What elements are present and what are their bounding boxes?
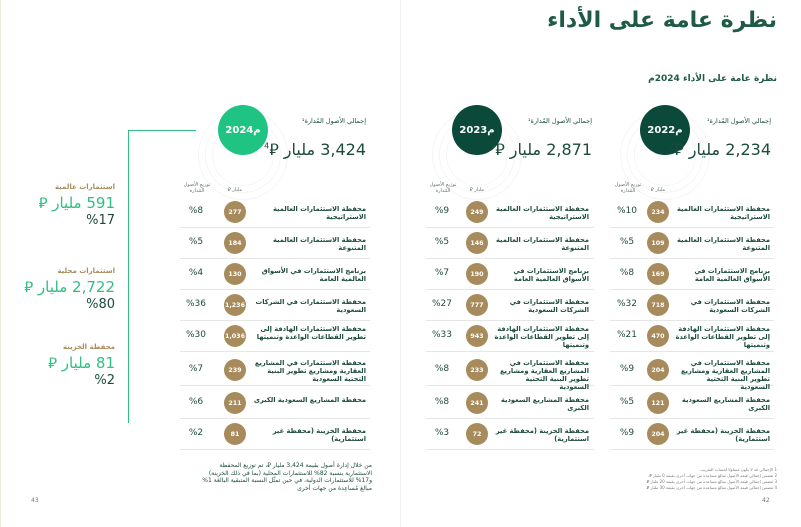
portfolio-share: %5 [619, 397, 635, 407]
row-divider [180, 289, 370, 290]
portfolio-value-badge: 190 [466, 263, 488, 285]
portfolio-value-badge: 234 [647, 201, 669, 223]
row-divider [610, 258, 774, 259]
footnotes [425, 467, 777, 491]
portfolio-share: %6 [188, 397, 204, 407]
portfolio-share: %32 [616, 299, 637, 309]
portfolio-value-badge: 777 [466, 294, 488, 316]
portfolio-name: محفظة الاستثمارات العالمية المتنوعة [272, 235, 366, 252]
allocation-global-amount: 591 مليار ⃁ [38, 194, 115, 212]
row-divider [426, 418, 594, 419]
portfolio-value-badge: 1,036 [224, 325, 246, 347]
portfolio-name: محفظة الاستثمارات في المشاريع العقارية ومشاريع تطوير البنية التحتية السعودية [254, 358, 366, 383]
footnote-marker: 3 [490, 141, 496, 151]
portfolio-value-badge: 204 [647, 423, 669, 445]
row-divider [180, 320, 370, 321]
portfolio-share: %3 [434, 428, 450, 438]
portfolio-value-badge: 233 [466, 359, 488, 381]
portfolio-name: محفظة الاستثمارات العالمية المتنوعة [676, 235, 770, 252]
footnote-marker: 4 [264, 141, 270, 151]
portfolio-share: %8 [434, 397, 450, 407]
footnote: 4 تتضمن إجمالي قيمة الأصول مبالغ مساعدة من جهات أخرى بقيمة 30 مليار ⃁. [645, 485, 777, 490]
portfolio-name: محفظة الاستثمارات العالمية الاستراتيجية [272, 204, 366, 221]
allocation-treasury-pct: %2 [94, 373, 115, 388]
portfolio-name: محفظة الاستثمارات الهادفة إلى تطوير القطاعات الواعدة وتنميتها [256, 324, 366, 341]
page-number-left: 43 [31, 497, 39, 504]
portfolio-share: %2 [188, 428, 204, 438]
row-divider [426, 351, 594, 352]
portfolio-share: %9 [434, 206, 450, 216]
portfolio-name: محفظة المشاريع السعودية الكبرى [253, 395, 366, 404]
portfolio-share: %21 [616, 330, 637, 340]
portfolio-value-badge: 211 [224, 392, 246, 414]
portfolio-value-badge: 121 [647, 392, 669, 414]
portfolio-share: %27 [431, 299, 452, 309]
row-divider [426, 258, 594, 259]
portfolio-value-badge: 204 [647, 359, 669, 381]
row-divider [610, 320, 774, 321]
year-badge: 2022م [640, 105, 690, 155]
portfolio-name: محفظة المشاريع السعودية الكبرى [681, 395, 770, 412]
total-aum-amount: 2,871 مليار ⃁ [495, 140, 592, 159]
portfolio-value-badge: 239 [224, 359, 246, 381]
portfolio-share: %4 [188, 268, 204, 278]
row-divider [180, 351, 370, 352]
row-divider [426, 227, 594, 228]
section-title: نظرة عامة على الأداء 2024م [648, 74, 777, 84]
column-header-share: توزيع الأصول المُدارة [429, 182, 457, 194]
row-divider [180, 449, 370, 450]
portfolio-value-badge: 241 [466, 392, 488, 414]
row-divider [610, 418, 774, 419]
portfolio-name: محفظة الاستثمارات في الشركات السعودية [255, 297, 366, 314]
footnote: 3 تتضمن إجمالي قيمة الأصول مبالغ مساعدة من جهات أخرى بقيمة 20 مليار ⃁. [645, 479, 777, 484]
allocation-global-label: استثمارات عالمية [54, 183, 115, 191]
column-header-aum: مليار ⃁ [469, 187, 485, 193]
row-divider [610, 227, 774, 228]
allocation-global-pct: %17 [86, 213, 115, 228]
portfolio-value-badge: 130 [224, 263, 246, 285]
row-divider [610, 449, 774, 450]
page-spine [400, 0, 401, 527]
footnote: 2 تتضمن إجمالي قيمة الأصول مبالغ مساعدة من جهات أخرى بقيمة 0 مليار ⃁. [648, 473, 777, 478]
total-aum-amount: 3,424 مليار ⃁ [269, 140, 366, 159]
portfolio-share: %8 [619, 268, 635, 278]
portfolio-value-badge: 1,236 [224, 294, 246, 316]
portfolio-name: محفظة الاستثمارات العالمية الاستراتيجية [495, 204, 589, 221]
page-edge-rule [0, 0, 1, 527]
row-divider [610, 289, 774, 290]
portfolio-name: محفظة الاستثمارات في الشركات السعودية [509, 297, 589, 314]
portfolio-name: برنامج الاستثمارات في الأسواق العالمية العامة [513, 266, 589, 283]
row-divider [426, 320, 594, 321]
column-header-share: توزيع الأصول المُدارة [614, 182, 642, 194]
portfolio-value-badge: 72 [466, 423, 488, 445]
portfolio-share: %36 [185, 299, 206, 309]
total-aum-value [669, 140, 771, 160]
column-header-aum: مليار ⃁ [650, 187, 666, 193]
total-aum-value [490, 140, 592, 160]
footnote: 1 الإجمالي قد لا يكون مساويًا لحساب التقريب. [699, 467, 777, 472]
portfolio-value-badge: 146 [466, 232, 488, 254]
portfolio-name: محفظة الخزينة (محفظة غير استثمارية) [272, 426, 366, 443]
portfolio-value-badge: 249 [466, 201, 488, 223]
row-divider [180, 418, 370, 419]
year-badge: 2023م [452, 105, 502, 155]
portfolio-name: برنامج الاستثمارات في الأسواق العالمية العامة [694, 266, 770, 283]
portfolio-share: %5 [434, 237, 450, 247]
total-aum-label: إجمالي الأصول المُدارة¹ [527, 117, 592, 125]
portfolio-name: محفظة الاستثمارات العالمية الاستراتيجية [676, 204, 770, 221]
portfolio-name: محفظة الاستثمارات في المشاريع العقارية ومشاريع تطوير البنية التحتية السعودية [680, 358, 770, 391]
portfolio-name: محفظة الاستثمارات في الشركات السعودية [690, 297, 770, 314]
portfolio-share: %9 [619, 364, 635, 374]
row-divider [180, 258, 370, 259]
portfolio-name: محفظة الاستثمارات في المشاريع العقارية ومشاريع تطوير البنية التحتية السعودية [499, 358, 589, 391]
portfolio-share: %9 [619, 428, 635, 438]
portfolio-value-badge: 109 [647, 232, 669, 254]
page-title: نظرة عامة على الأداء [547, 8, 777, 33]
portfolio-value-badge: 943 [466, 325, 488, 347]
page-number-right: 42 [762, 497, 770, 504]
allocation-local-pct: %80 [86, 297, 115, 312]
portfolio-share: %8 [434, 364, 450, 374]
total-aum-label: إجمالي الأصول المُدارة¹ [706, 117, 771, 125]
row-divider [610, 351, 774, 352]
portfolio-share: %8 [188, 206, 204, 216]
portfolio-name: محفظة الخزينة (محفظة غير استثمارية) [676, 426, 770, 443]
allocation-local-amount: 2,722 مليار ⃁ [24, 278, 115, 296]
portfolio-share: %10 [616, 206, 637, 216]
row-divider [426, 449, 594, 450]
portfolio-value-badge: 277 [224, 201, 246, 223]
allocation-treasury-label: محفظة الخزينة [62, 343, 115, 351]
portfolio-value-badge: 81 [224, 423, 246, 445]
footnote-marker: 2 [669, 141, 675, 151]
portfolio-value-badge: 184 [224, 232, 246, 254]
portfolio-value-badge: 470 [647, 325, 669, 347]
total-aum-amount: 2,234 مليار ⃁ [674, 140, 771, 159]
portfolio-share: %7 [188, 364, 204, 374]
row-divider [180, 385, 370, 386]
portfolio-name: محفظة المشاريع السعودية الكبرى [500, 395, 589, 412]
portfolio-share: %30 [185, 330, 206, 340]
portfolio-name: محفظة الاستثمارات العالمية المتنوعة [495, 235, 589, 252]
total-aum-value [264, 140, 366, 160]
portfolio-share: %5 [619, 237, 635, 247]
allocation-local-label: استثمارات محلية [57, 267, 115, 275]
allocation-treasury-amount: 81 مليار ⃁ [48, 354, 115, 372]
portfolio-value-badge: 169 [647, 263, 669, 285]
portfolio-name: محفظة الاستثمارات الهادفة إلى تطوير القطاعات الواعدة وتنميتها [494, 324, 589, 349]
column-header-share: توزيع الأصول المُدارة [183, 182, 211, 194]
row-divider [180, 227, 370, 228]
portfolio-share: %7 [434, 268, 450, 278]
portfolio-name: محفظة الاستثمارات الهادفة إلى تطوير القطاعات الواعدة وتنميتها [675, 324, 770, 349]
portfolio-value-badge: 718 [647, 294, 669, 316]
portfolio-share: %33 [431, 330, 452, 340]
summary-paragraph: من خلال إدارة أصول بقيمة 3,424 مليار ⃁، تم توزيع المحفظة الاستثمارية بنسبة 82% للاستثمارات المحلية (بما في ذلك الخزينة) و17% للاستثمارات الدولية، في حين تمثّل النسبة المتبقية البالغة 1% مبالغ مُساعِدة من جهات أخرى [202, 462, 372, 492]
year-badge: 2024م [218, 105, 268, 155]
row-divider [426, 289, 594, 290]
allocation-connector-horizontal [128, 130, 196, 131]
portfolio-share: %5 [188, 237, 204, 247]
column-header-aum: مليار ⃁ [227, 187, 243, 193]
total-aum-label: إجمالي الأصول المُدارة¹ [301, 117, 366, 125]
portfolio-name: برنامج الاستثمارات في الأسواق العالمية العامة [261, 266, 366, 283]
portfolio-name: محفظة الخزينة (محفظة غير استثمارية) [495, 426, 589, 443]
allocation-connector-vertical [128, 130, 129, 423]
